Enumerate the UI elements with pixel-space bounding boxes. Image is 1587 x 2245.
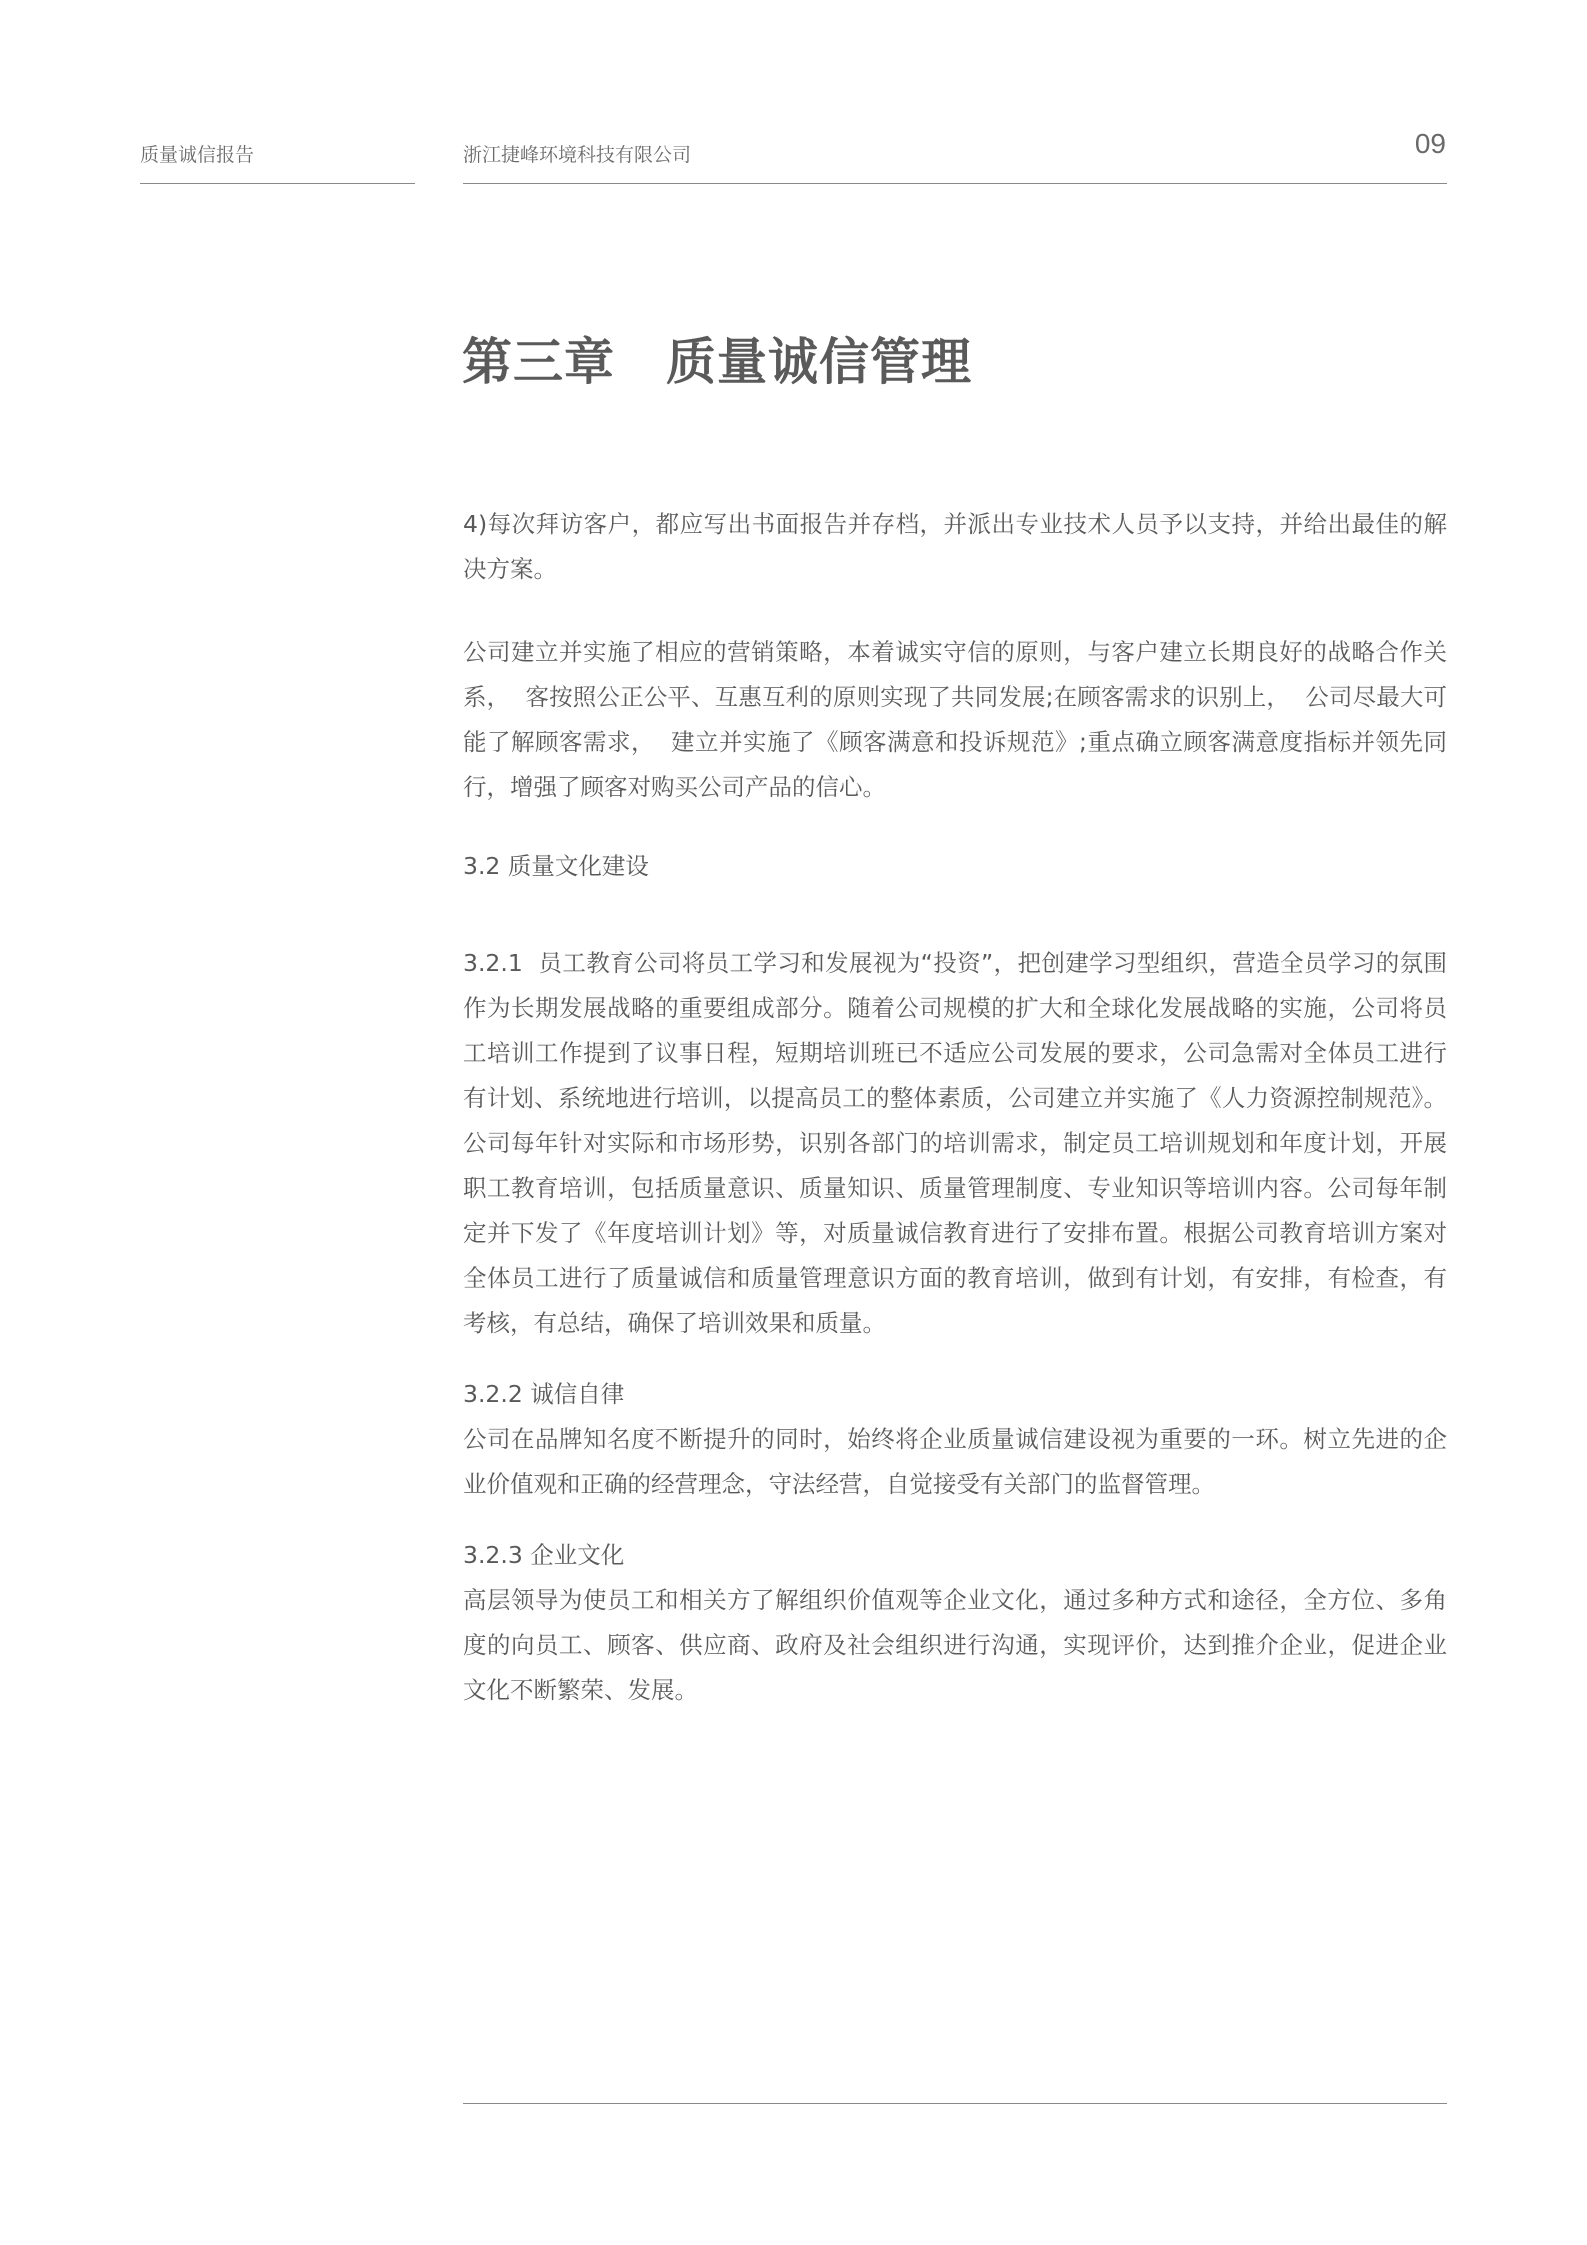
page-number: 09 xyxy=(1414,128,1446,159)
paragraph-employee-education: 3.2.1 员工教育公司将员工学习和发展视为“投资”，把创建学习型组织，营造全员学习的氛围作为长期发展战略的重要组成部分。随着公司规模的扩大和全球化发展战略的实施，公司将员工培训工作提到了议事日程，短期培训班已不适应公司发展的要求，公司急需对全体员工进行有计划、系统地进行培训，以提高员工的整体素质，公司建立并实施了《人力资源控制规范》。公司每年针对实际和市场形势，识别各部门的培训需求，制定员工培训规划和年度计划，开展职工教育培训，包括质量意识、质量知识、质量管理制度、专业知识等培训内容。公司每年制定并下发了《年度培训计划》等，对质量诚信教育进行了安排布置。根据公司教育培训方案对全体员工进行了质量诚信和质量管理意识方面的教育培训，做到有计划，有安排，有检查，有考核，有总结，确保了培训效果和质量。 xyxy=(463,949,1447,1337)
footer-divider xyxy=(463,2103,1447,2104)
paragraph-marketing-strategy: 公司建立并实施了相应的营销策略，本着诚实守信的原则，与客户建立长期良好的战略合作关系， 客按照公正公平、互惠互利的原则实现了共同发展;在顾客需求的识别上， 公司尽最大可能了解顾客需求， 建立并实施了《顾客满意和投诉规范》;重点确立顾客满意度指标并领先同行，增强了顾客对购买公司产品的信心。 xyxy=(463,638,1447,801)
report-title: 质量诚信报告 xyxy=(140,144,255,166)
paragraph-corporate-culture: 高层领导为使员工和相关方了解组织价值观等企业文化，通过多种方式和途径，全方位、多角度的向员工、顾客、供应商、政府及社会组织进行沟通，实现评价，达到推介企业，促进企业文化不断繁荣、发展。 xyxy=(463,1586,1447,1704)
paragraph-visit-report: 4)每次拜访客户，都应写出书面报告并存档，并派出专业技术人员予以支持，并给出最佳的解决方案。 xyxy=(463,510,1447,583)
body-content xyxy=(463,502,1447,1713)
section-heading-3-2: 3.2 质量文化建设 xyxy=(463,852,649,880)
header-left-divider xyxy=(140,183,415,184)
header-right-divider xyxy=(463,183,1447,184)
section-heading-3-2-3: 3.2.3 企业文化 xyxy=(463,1541,625,1569)
chapter-title: 第三章 质量诚信管理 xyxy=(462,333,972,391)
paragraph-integrity-self-discipline: 公司在品牌知名度不断提升的同时，始终将企业质量诚信建设视为重要的一环。树立先进的企业价值观和正确的经营理念，守法经营，自觉接受有关部门的监督管理。 xyxy=(463,1425,1447,1498)
section-heading-3-2-2: 3.2.2 诚信自律 xyxy=(463,1380,625,1408)
company-name: 浙江捷峰环境科技有限公司 xyxy=(463,144,692,166)
